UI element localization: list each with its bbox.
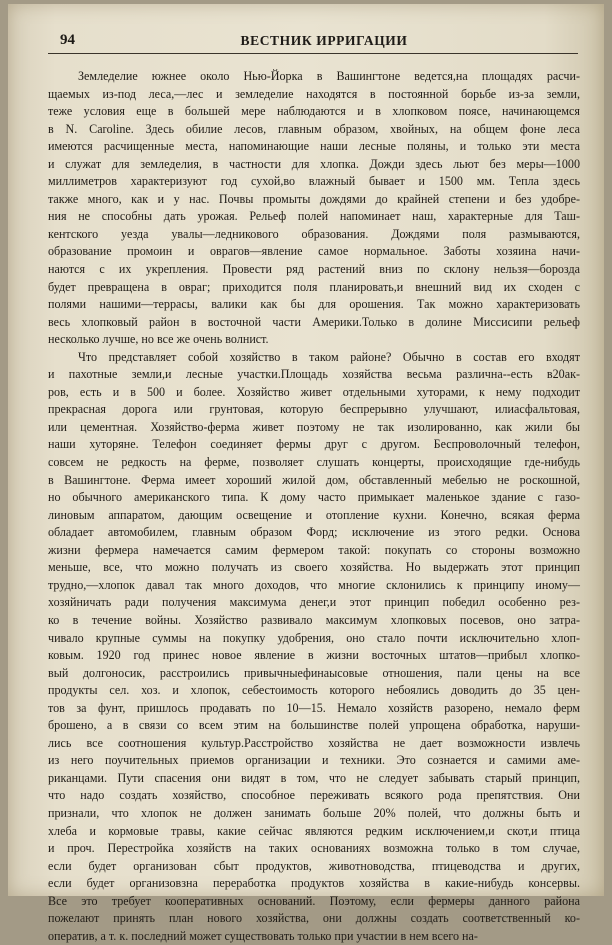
- text-line: кентского уезда увалы—ледникового образования. Дождями поля размываются,: [48, 226, 580, 241]
- text-line: в N. Caroline. Здесь обилие лесов, главным образом, хвойных, на общем фоне леса: [48, 121, 580, 136]
- header-rule: [48, 53, 578, 54]
- text-line: признали, что хлопок не должен занимать больше 20% полей, что должны быть и: [48, 805, 580, 820]
- text-line: жизни фермера намечается самим фермером такой: покупать со стороны возможно: [48, 542, 580, 557]
- text-line: Все это требует кооперативных оснований. Поэтому, если фермеры данного района: [48, 893, 580, 908]
- text-line: в Вашингтоне. Ферма имеет хороший жилой дом, обставленный мебелью не роскошной,: [48, 472, 580, 487]
- text-line: или цементная. Хозяйство-ферма живет поэтому не так изолированно, как жили бы: [48, 419, 580, 434]
- text-line: брошено, а в связи со всем этим на большинстве полей упрощена обработка, наруши-: [48, 718, 580, 733]
- text-line: и пахотные земли,и лесные участки.Площадь хозяйства весьма различна--есть в20ак-: [48, 367, 580, 382]
- text-line: будет превращена в овраг; приходится поля планировать,и внешний вид их сходен с: [48, 279, 580, 294]
- text-line: из него поучительных приемов организации и техники. Это сознается и самими аме-: [48, 753, 580, 768]
- text-line: риканцами. Пути спасения они видят в том, что не следует забывать старый принцип,: [48, 770, 580, 785]
- text-line: полями нашими—террасы, валики как бы для орошения. Так можно характеризовать: [48, 297, 580, 312]
- text-line: если будет организовзна переработка продуктов хозяйства в какие-нибудь консервы.: [48, 876, 580, 891]
- text-line: ния не способны дать урожая. Рельеф полей напоминает наш, характерные для Таш-: [48, 209, 580, 224]
- book-page: [8, 4, 604, 943]
- text-line: имеются расчищенные места, напоминающие наши лесные поляны, и только эти места: [48, 139, 580, 154]
- text-line: щаемых из-под леса,—лес и земледелие находятся в постоянной борьбе из-за земли,: [48, 86, 580, 101]
- text-line: и служат для земледелия, в частности для хлопка. Дожди здесь льют без меры—1000: [48, 156, 580, 171]
- text-line: также много, как и у нас. Почвы промыты дождями до крайней степени и без удобре-: [48, 191, 580, 206]
- text-line: обладает автомобилем, главным образом Форд; исключение из этого редки. Основа: [48, 525, 580, 540]
- text-line: совсем не редкость на ферме, позволяет слушать концерты, происходящие где-нибудь: [48, 455, 580, 470]
- text-line: ковым. 1920 год принес новое явление в жизни восточных штатов—прибыл хлопко-: [48, 648, 580, 663]
- text-line: наются с их укрепления. Провести ряд растений вниз по склону нельзя—борозда: [48, 262, 580, 277]
- text-line: но обычного американского типа. К дому часто примыкает маленькое здание с газо-: [48, 490, 580, 505]
- text-line: хозяйничать ради получения максимума денег,и этот принцип победил особенно рез-: [48, 595, 580, 610]
- page-header: [60, 32, 568, 54]
- text-line: пожелают принять план нового хозяйства, они должны создать соответственный ко-: [48, 911, 580, 926]
- text-line: трудно,—хлопок давал так много доходов, что многие склонились к принципу иному—: [48, 577, 580, 592]
- text-line: Что представляет собой хозяйство в таком районе? Обычно в состав его входят: [78, 349, 580, 364]
- text-line: ко в течение войны. Хозяйство развивало максимум хлопковых посевов, оно затра-: [48, 612, 580, 627]
- text-line: чивало крупные суммы на покупку удобрения, оно стало почти исключительно хлоп-: [48, 630, 580, 645]
- text-line: наши хуторяне. Телефон соединяет фермы друг с другом. Беспроволочный телефон,: [48, 437, 580, 452]
- text-line: миллиметров характеризуют год сухой,во влажный бывает и 1500 мм. Тепла здесь: [48, 174, 580, 189]
- text-line: Земледелие южнее около Нью-Йорка в Вашингтоне ведется,на площадях расчи-: [78, 69, 580, 83]
- text-line: оператив, а т. к. последний может существовать только при участии в нем всего на-: [48, 928, 478, 943]
- text-line: ров, есть и в 500 и более. Хозяйство живет отдельными хуторами, к нему подходит: [48, 384, 580, 399]
- text-line: весь хлопковый район в восточной части Америки.Только в долине Миссисипи рельеф: [48, 314, 580, 329]
- text-line: несколько лучше, но все же очень волнист.: [48, 332, 269, 347]
- text-line: линовым аппаратом, дающим освещение и отопление кухни. Конечно, всякая ферма: [48, 507, 580, 522]
- text-line: что надо создать хозяйство, способное переживать всякого рода препятствия. Они: [48, 788, 580, 803]
- text-line: хлеба и кормовые травы, какие сейчас являются редким исключением,и скот,и птица: [48, 823, 580, 838]
- text-line: вый долгоносик, расстроились привычныефинаысовые отношения, пали цены на все: [48, 665, 580, 680]
- text-line: теже условия еще в большей мере наблюдаются и в хлопковом поясе, начинающемся: [48, 104, 580, 119]
- text-line: прекрасная дорога или грунтовая, которую беспрерывно улучшают, илиасфальтовая,: [48, 402, 580, 417]
- text-line: лись все соотношения культур.Расстройство хозяйства не дает возможности извлечь: [48, 735, 580, 750]
- text-line: и проч. Перестройка хозяйств на таких основаниях возможна только в том случае,: [48, 841, 580, 856]
- text-line: образование промоин и оврагов—явление самое нормальное. Заботы хозяина начи-: [48, 244, 580, 259]
- body-text: [48, 68, 580, 945]
- text-line: продукты сел. хоз. и хлопок, себестоимость которого небоялись доводить до 35 цен-: [48, 683, 580, 698]
- page-number: 94: [60, 32, 75, 48]
- text-line: меньше, все, что можно получать из своего хозяйства. Но выдержать этот принцип: [48, 560, 580, 575]
- text-line: если будет организован сбыт продуктов, животноводства, птицеводства и других,: [48, 858, 580, 873]
- text-line: тов за фунт, пришлось продавать по 10—15. Немало хозяйств разорено, немало ферм: [48, 700, 580, 715]
- running-title: ВЕСТНИК ИРРИГАЦИИ: [240, 33, 408, 48]
